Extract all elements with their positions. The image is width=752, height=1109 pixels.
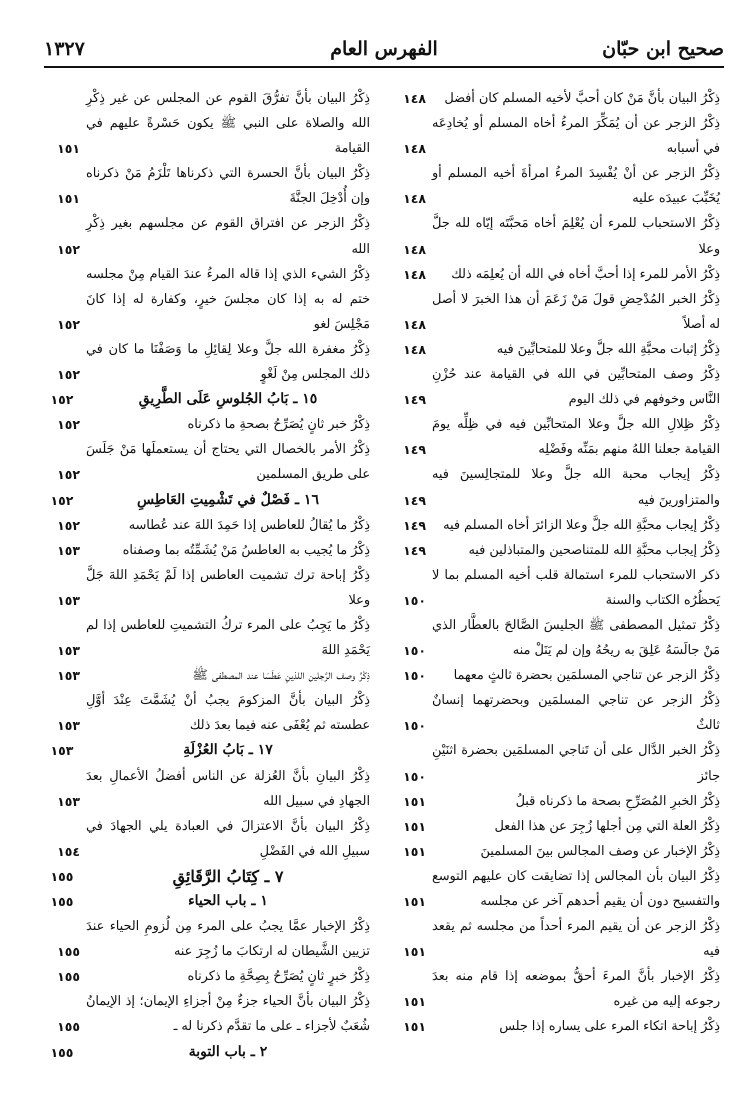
section-heading <box>44 1040 374 1065</box>
index-entry <box>390 86 724 111</box>
entry-text: ذِكْرُ الإخبار عن وصف المجالس بينَ المسلمينَ <box>480 843 720 859</box>
entry-page-number: ١٥٢ <box>57 367 80 383</box>
index-entry <box>390 914 724 964</box>
entry-page-number: ١٤٩ <box>403 392 426 408</box>
entry-text: ذِكْرُ خبر ثانٍ يُصَرِّحُ بصحةِ ما ذكرناه <box>187 417 370 433</box>
entry-text: ذكر الاستحباب للمرء استمالة قلب أخيه المسلم بما لا يَحظُرُه الكتاب والسنة <box>432 567 720 608</box>
section-heading <box>44 387 374 412</box>
entry-text: ذِكْرُ الأمر بالخصال التي يحتاج أن يستعملَها مَنْ جَلَسَ على طريق المسلمين <box>86 442 370 483</box>
page-number: ١٣٢٧ <box>44 38 85 60</box>
index-entry <box>44 86 374 161</box>
entry-page-number: ١٥١ <box>403 818 426 834</box>
entry-text: ذِكْرُ إيجاب محبَّةِ الله للمتناصحين والمتباذلين فيه <box>468 542 720 558</box>
index-entry <box>390 287 724 337</box>
entry-text: ذِكْرُ إثبات محبَّةِ الله جلَّ وعلا للمتحابِّينَ فيه <box>496 341 720 357</box>
entry-page-number: ١٥٥ <box>50 894 74 909</box>
entry-text: ذِكْرُ مغفرة الله جلَّ وعلا لِقائِلِ ما وَصَفْنَا ما كان في ذلك المجلس مِنْ لَغْوٍ <box>86 341 370 383</box>
index-entry <box>390 814 724 839</box>
entry-text: ذِكْرُ إباحة ترك تشميت العاطس إذا لَمْ يَحْمَدِ اللهَ جَلَّ وعلا <box>86 567 370 608</box>
header-rule <box>44 66 724 68</box>
index-entry <box>44 814 374 864</box>
index-entry <box>390 688 724 738</box>
entry-page-number: ١٤٩ <box>403 542 426 558</box>
entry-text: ذِكْرُ ما يَجِبُ على المرء تركُ التشميتِ للعاطس إذا لم يَحْمَدِ اللهَ <box>86 617 370 659</box>
entry-text: ذِكْرُ الزجر عن أن يقيم المرء أحداً من مجلسه ثم يقعد فيه <box>432 919 720 960</box>
entry-page-number: ١٥٢ <box>50 492 74 508</box>
entry-text: ذِكْرُ البيان بأنَّ الحياء جزءٌ مِنْ أجزاءِ الإيمان؛ إذ الإيمانُ شُعَبٌ لأجزاء ـ على ما تقدَّم ذكرنا له ـ <box>86 994 370 1035</box>
entry-text: ذِكْرُ البيان بأنَّ مَنْ كان أحبَّ لأخيه المسلم كان أفضل <box>444 91 720 106</box>
entry-text: ذِكْرُ خبرٍ ثانٍ يُصَرِّحُ بِصِحَّةِ ما ذكرناه <box>187 969 370 985</box>
entry-text: ذِكْرُ البيان بأنَّ المزكومَ يجبُ أنْ يُشَمَّتَ عِنْدَ أوَّلِ عطسته ثم يُعْفَى عنه فيما بعدَ ذلك <box>86 693 370 734</box>
entry-page-number: ١٥٣ <box>50 743 74 759</box>
entry-page-number: ١٤٨ <box>403 266 426 282</box>
entry-text: ٢ ـ باب التوبة <box>188 1043 268 1060</box>
entry-page-number: ١٥١ <box>403 994 426 1010</box>
entry-text: ذِكْرُ العلة التي مِن أجلها زُجِرَ عن هذا الفعل <box>494 818 720 834</box>
index-entry <box>44 688 374 738</box>
entry-page-number: ١٥٣ <box>57 793 80 809</box>
entry-page-number: ١٤٩ <box>403 517 426 533</box>
index-entry <box>390 613 724 663</box>
entry-text: ذِكْرُ الخبرِ المُصَرِّحِ بصحة ما ذكرناه قبلُ <box>515 793 720 809</box>
index-entry <box>390 362 724 412</box>
book-title: صحيح ابن حبّان <box>602 38 724 60</box>
index-entry <box>390 839 724 864</box>
index-entry <box>44 161 374 211</box>
entry-page-number: ١٥٠ <box>403 718 426 734</box>
entry-page-number: ١٥٤ <box>57 843 80 859</box>
index-entry <box>390 663 724 688</box>
entry-text: ذِكْرُ الزجر عن أنْ يُفْسِدَ المرءُ امرأةَ أخيه المسلم أو يُخَبِّبَ عبيدَه عليه <box>432 166 720 207</box>
entry-page-number: ١٥٠ <box>403 643 426 659</box>
entry-page-number: ١٤٨ <box>403 141 426 157</box>
entry-page-number: ١٥٣ <box>57 668 80 684</box>
index-entry <box>44 412 374 437</box>
index-entry <box>44 964 374 989</box>
index-entry <box>44 538 374 563</box>
index-entry <box>44 513 374 538</box>
entry-text: ذِكْرُ الزجر عن افتراق القوم عن مجلسهم بغير ذِكْرِ الله <box>86 216 370 257</box>
entry-text: ذِكْرُ الخبر المُدْحِضِ قولَ مَنْ زَعَمَ أن هذا الخبرَ لا أصل له أصلاً <box>432 291 720 332</box>
entry-page-number: ١٥١ <box>403 793 426 809</box>
entry-text: ذِكْرُ الخبر الدَّال على أن تَناجي المسلمَين بحضرة اثنَيْنِ جائز <box>432 743 720 784</box>
index-entry <box>390 1014 724 1039</box>
entry-text: ذِكْرُ البيان بأنَّ الحسرة التي ذكرناها تَلْزَمُ مَنْ ذكرناه وإن أُدْخِلَ الجنَّةَ <box>86 166 370 207</box>
entry-page-number: ١٤٨ <box>403 316 426 332</box>
entry-text: ذِكْرُ إيجاب محبَّةِ الله جلَّ وعلا الزائرَ أخاه المسلم فيه <box>443 517 720 533</box>
entry-page-number: ١٥٣ <box>57 718 80 734</box>
entry-text: ذِكْرُ الإخبار عمَّا يجبُ على المرء مِن لُزومِ الحياء عندَ تزيين الشَّيطان له ارتكابَ ما زُجِرَ عنه <box>86 919 370 960</box>
entry-page-number: ١٥٣ <box>57 592 80 608</box>
index-entry <box>44 613 374 663</box>
entry-text: ذِكْرُ تمثيل المصطفى ﷺ الجليسَ الصَّالحَ بالعطَّار الذي مَنْ جالَسَهُ عَلِقَ به ريحُهُ وإن لم يَنَلْ منه <box>432 617 720 659</box>
entry-page-number: ١٥١ <box>57 141 80 157</box>
section-heading <box>44 889 374 914</box>
index-entry <box>390 964 724 1014</box>
index-entry <box>390 513 724 538</box>
entry-text: ذِكْرُ الزجر عن أن يُمَكِّرَ المرءُ أخاه المسلم أو يُخادِعَه في أسبابه <box>432 116 720 157</box>
entry-page-number: ١٥٥ <box>50 868 74 884</box>
entry-text: ١٥ ـ بَابُ الجُلوسِ عَلَى الطَّرِيقِ <box>138 391 318 408</box>
entry-text: ذِكْرُ وصف الرَّجلين اللذينِ عَطَسَا عند المصطفى ﷺ <box>192 668 370 684</box>
entry-page-number: ١٥١ <box>57 191 80 207</box>
entry-page-number: ١٥٠ <box>403 668 426 684</box>
entry-page-number: ١٤٨ <box>403 341 426 357</box>
entry-page-number: ١٥٥ <box>50 1044 74 1060</box>
index-entry <box>390 337 724 362</box>
entry-page-number: ١٥١ <box>403 843 426 859</box>
entry-page-number: ١٥٢ <box>50 392 74 408</box>
entry-text: ١٦ ـ فَصْلٌ في تَشْمِيتِ العَاطِسِ <box>137 491 319 508</box>
index-entry <box>44 337 374 387</box>
index-entry <box>44 437 374 487</box>
index-entry <box>44 262 374 337</box>
index-entry <box>390 412 724 462</box>
index-entry <box>390 563 724 613</box>
index-entry <box>390 864 724 914</box>
index-entry <box>390 111 724 161</box>
entry-text: ذِكْرُ الإخبار بأنَّ المرءَ أحقُّ بموضعه إذا قام منه بعدَ رجوعه إليه من غيره <box>432 969 720 1010</box>
index-entry <box>390 462 724 512</box>
entry-text: ذِكْرُ البيان بأنَّ تفرُّقَ القوم عن المجلس عن غير ذِكْرِ الله والصلاة على النبي ﷺ يكون حَسْرةً عليهم في القيامة <box>86 91 370 157</box>
section-title: الفهرس العام <box>330 38 438 60</box>
entry-text: ذِكْرُ ما يُجيب به العاطسُ مَنْ يُشَمِّتُه بما وصفناه <box>122 542 370 558</box>
entry-text: ذِكْرُ البيانِ بأنَّ العُزلة عن الناس أفضلُ الأعمالِ بعدَ الجهادِ في سبيل الله <box>86 768 370 809</box>
entry-page-number: ١٤٩ <box>403 442 426 458</box>
entry-page-number: ١٥٢ <box>57 517 80 533</box>
right-column <box>390 86 724 1040</box>
entry-page-number: ١٤٨ <box>403 91 426 106</box>
index-entry <box>44 989 374 1039</box>
entry-page-number: ١٤٨ <box>403 191 426 207</box>
entry-text: ذِكْرُ ما يُقالُ للعاطس إذا حَمِدَ اللهَ عند عُطاسه <box>128 517 370 533</box>
entry-text: ذِكْرُ الأمر للمرء إذا أحبَّ أخاه في الله أن يُعلِمَه ذلك <box>451 266 720 282</box>
entry-page-number: ١٥٣ <box>57 542 80 558</box>
section-heading <box>44 488 374 513</box>
section-heading <box>44 738 374 763</box>
entry-page-number: ١٥٠ <box>403 768 426 784</box>
entry-text: ٧ ـ كِتَابُ الرَّقَائِقِ <box>172 866 284 886</box>
entry-text: ذِكْرُ الزجر عن تناجي المسلمَين وبحضرتهما إنسانٌ ثالثٌ <box>432 693 720 734</box>
entry-page-number: ١٥٢ <box>57 316 80 332</box>
entry-text: ذِكْرُ وصف المتحابِّين في الله في القيامة عند حُزْنِ النَّاس وخوفهم في ذلك اليوم <box>432 367 720 408</box>
entry-page-number: ١٥١ <box>403 1019 426 1035</box>
index-entry <box>44 563 374 613</box>
entry-page-number: ١٥٠ <box>403 592 426 608</box>
entry-page-number: ١٥٢ <box>57 467 80 483</box>
entry-text: ذِكْرُ الشيء الذي إذا قاله المرءُ عندَ القيام مِنْ مجلسه ختم له به إذا كان مجلسَ خيرٍ، وكفارة له إذا كانَ مَجْلِسَ لغو <box>86 266 370 332</box>
left-column <box>44 86 374 1065</box>
page-header <box>44 34 724 68</box>
index-entry <box>390 538 724 563</box>
entry-page-number: ١٥٢ <box>57 417 80 433</box>
index-entry <box>390 789 724 814</box>
index-entry <box>390 262 724 287</box>
entry-text: ذِكْرُ الزجر عن تناجي المسلمَين بحضرة ثالثٍ معهما <box>453 668 720 684</box>
entry-text: ذِكْرُ ظِلالِ الله جلَّ وعلا المتحابِّين فيه في ظِلِّه يومَ القيامة جعلنا اللهُ منهم بمَنِّه وفَضْلِه <box>432 417 720 458</box>
entry-page-number: ١٥٢ <box>57 241 80 257</box>
entry-page-number: ١٥٥ <box>57 944 80 960</box>
entry-text: ذِكْرُ الاستحباب للمرء أن يُعْلِمَ أخاه مَحبَّتَه إيّاه لله جلَّ وعلا <box>432 216 720 257</box>
entry-text: ١ ـ باب الحياء <box>188 893 268 909</box>
entry-text: ذِكْرُ إيجاب محبة الله جلَّ وعلا للمتجالِسينَ فيه والمتزاورينَ فيه <box>432 467 720 508</box>
index-entry <box>44 663 374 688</box>
index-entry <box>390 211 724 261</box>
index-entry <box>44 914 374 964</box>
index-entry <box>390 738 724 788</box>
index-entry <box>390 161 724 211</box>
entry-page-number: ١٥١ <box>403 944 426 960</box>
index-entry <box>44 211 374 261</box>
entry-text: ذِكْرُ إباحة اتكاء المرء على يساره إذا جلس <box>499 1019 720 1035</box>
entry-page-number: ١٤٩ <box>403 492 426 508</box>
entry-page-number: ١٥٥ <box>57 1019 80 1035</box>
chapter-heading <box>44 864 374 889</box>
entry-page-number: ١٤٨ <box>403 241 426 257</box>
entry-text: ذِكْرُ البيان بأنَّ الاعتزالَ في العبادة يلي الجهادَ في سبيلِ الله في الفَضْلِ <box>86 818 370 859</box>
entry-page-number: ١٥١ <box>403 894 426 909</box>
entry-text: ذِكْرُ البيان بأن المجالس إذا تضايقت كان عليهم التوسع والتفسيح دون أن يقيم أحدهم آخر عن مجلسه <box>432 868 720 909</box>
entry-page-number: ١٥٣ <box>57 643 80 659</box>
entry-text: ١٧ ـ بَابُ العُزْلَةِ <box>183 742 273 759</box>
index-entry <box>44 764 374 814</box>
entry-page-number: ١٥٥ <box>57 969 80 985</box>
